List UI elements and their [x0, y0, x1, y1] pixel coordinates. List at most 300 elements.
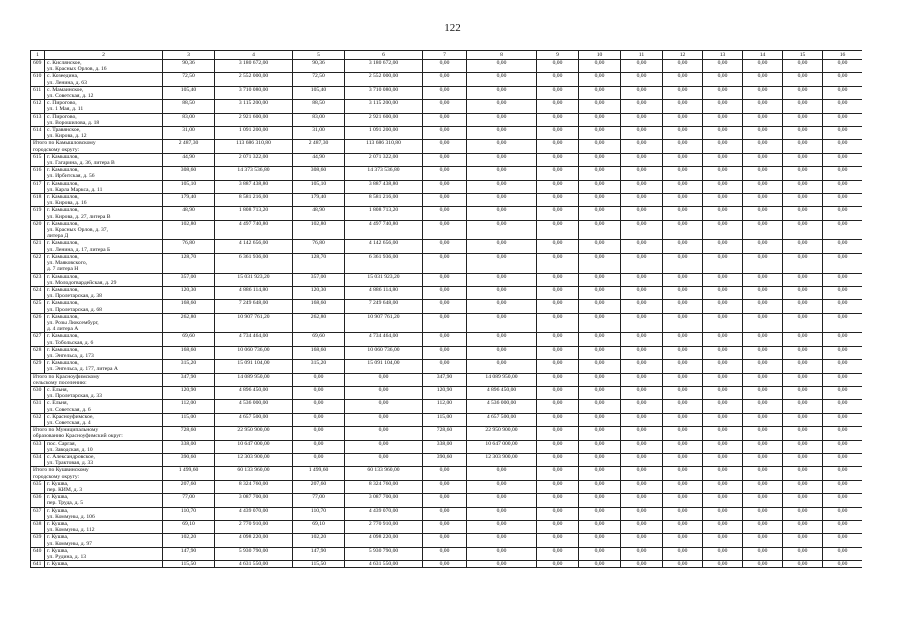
value-cell-col-15: 0,00: [783, 360, 823, 373]
value-cell-col-16: 0,00: [823, 100, 863, 113]
value-cell-col-10: 0,00: [579, 300, 621, 313]
value-cell-col-7: 390,60: [423, 453, 467, 466]
value-cell-col-14: 0,00: [743, 534, 783, 547]
value-cell-col-6: 3 887 438,80: [345, 180, 423, 193]
value-cell-col-3: 110,70: [163, 507, 215, 520]
value-cell-col-3: 179,40: [163, 194, 215, 207]
address-line: Итого по Кушвинскому: [33, 467, 89, 474]
address-line: пер. Труда, д. 5: [47, 500, 84, 507]
address-cell: [45, 240, 163, 253]
value-cell-col-5: 77,00: [293, 494, 345, 507]
value-cell-col-16: 0,00: [823, 140, 863, 153]
address-line: ул. Кирова, д. 16: [47, 200, 87, 207]
value-cell-col-3: 120,30: [163, 286, 215, 299]
value-cell-col-3: 120,90: [163, 386, 215, 399]
value-cell-col-16: 0,00: [823, 273, 863, 286]
value-cell-col-7: 0,00: [423, 60, 467, 73]
value-cell-col-9: 0,00: [537, 346, 579, 359]
value-cell-col-10: 0,00: [579, 140, 621, 153]
value-cell-col-12: 0,00: [663, 413, 703, 426]
subtotal-row: [31, 467, 863, 480]
address-line: ул. Розы Люксембург,: [47, 319, 99, 326]
value-cell-col-6: 4 734 464,00: [345, 333, 423, 346]
address-cell: [45, 167, 163, 180]
address-line: пос. Саргая,: [47, 440, 76, 447]
value-cell-col-15: 0,00: [783, 346, 823, 359]
value-cell-col-6: 5 930 790,00: [345, 547, 423, 560]
value-cell-col-3: 147,90: [163, 547, 215, 560]
value-cell-col-13: 0,00: [703, 534, 743, 547]
address-line: д. 4 литера А: [47, 326, 79, 333]
value-cell-col-5: 0,00: [293, 440, 345, 453]
value-cell-col-5: 0,00: [293, 386, 345, 399]
value-cell-col-9: 0,00: [537, 100, 579, 113]
value-cell-col-5: 110,70: [293, 507, 345, 520]
value-cell-col-9: 0,00: [537, 561, 579, 568]
value-cell-col-8: 10 647 000,00: [467, 440, 537, 453]
address-cell: [45, 386, 163, 399]
address-line: с. Ельня,: [47, 386, 69, 393]
value-cell-col-12: 0,00: [663, 440, 703, 453]
table-row: [31, 494, 863, 507]
value-cell-col-8: 0,00: [467, 140, 537, 153]
value-cell-col-10: 0,00: [579, 453, 621, 466]
value-cell-col-7: 112,00: [423, 400, 467, 413]
value-cell-col-5: 179,40: [293, 194, 345, 207]
value-cell-col-4: 4 536 000,00: [215, 400, 293, 413]
value-cell-col-3: 48,90: [163, 207, 215, 220]
row-number-cell: 638: [31, 521, 45, 534]
value-cell-col-10: 0,00: [579, 467, 621, 480]
value-cell-col-12: 0,00: [663, 346, 703, 359]
value-cell-col-10: 0,00: [579, 373, 621, 386]
value-cell-col-14: 0,00: [743, 386, 783, 399]
value-cell-col-3: 44,90: [163, 153, 215, 166]
row-number-cell: 640: [31, 547, 45, 560]
value-cell-col-10: 0,00: [579, 273, 621, 286]
address-line: ул. Ирбитская, д. 56: [47, 173, 95, 180]
value-cell-col-13: 0,00: [703, 86, 743, 99]
value-cell-col-15: 0,00: [783, 333, 823, 346]
value-cell-col-3: 315,20: [163, 360, 215, 373]
value-cell-col-5: 2 487,30: [293, 140, 345, 153]
value-cell-col-15: 0,00: [783, 300, 823, 313]
value-cell-col-12: 0,00: [663, 207, 703, 220]
row-number-cell: 624: [31, 286, 45, 299]
value-cell-col-11: 0,00: [621, 286, 663, 299]
value-cell-col-13: 0,00: [703, 453, 743, 466]
value-cell-col-6: 4 497 740,80: [345, 220, 423, 240]
value-cell-col-13: 0,00: [703, 140, 743, 153]
value-cell-col-6: 4 631 550,00: [345, 561, 423, 568]
value-cell-col-4: 2 552 000,00: [215, 73, 293, 86]
value-cell-col-14: 0,00: [743, 561, 783, 568]
value-cell-col-14: 0,00: [743, 480, 783, 493]
value-cell-col-8: 0,00: [467, 286, 537, 299]
table-row: [31, 240, 863, 253]
address-line: ул. Ленина, д. 17, литера Б: [47, 246, 111, 253]
address-cell: [45, 561, 163, 568]
value-cell-col-16: 0,00: [823, 194, 863, 207]
value-cell-col-7: 0,00: [423, 521, 467, 534]
value-cell-col-4: 4 098 220,00: [215, 534, 293, 547]
value-cell-col-3: 69,60: [163, 333, 215, 346]
value-cell-col-5: 44,90: [293, 153, 345, 166]
value-cell-col-15: 0,00: [783, 453, 823, 466]
value-cell-col-8: 0,00: [467, 253, 537, 273]
address-line: ул. Советская, д. 4: [47, 419, 91, 426]
column-number-12: 12: [663, 51, 703, 60]
value-cell-col-5: 0,00: [293, 413, 345, 426]
address-line: ул. Пролетарская, д. 33: [47, 393, 102, 400]
value-cell-col-9: 0,00: [537, 333, 579, 346]
address-line: г. Кушва,: [47, 547, 69, 554]
value-cell-col-3: 105,40: [163, 86, 215, 99]
address-line: г. Камышлов,: [47, 180, 79, 187]
value-cell-col-11: 0,00: [621, 561, 663, 568]
value-cell-col-4: 3 087 700,00: [215, 494, 293, 507]
value-cell-col-8: 0,00: [467, 313, 537, 333]
value-cell-col-12: 0,00: [663, 127, 703, 140]
value-cell-col-12: 0,00: [663, 313, 703, 333]
address-line: ул. Красных Орлов, д. 37,: [47, 227, 109, 234]
value-cell-col-13: 0,00: [703, 253, 743, 273]
value-cell-col-16: 0,00: [823, 400, 863, 413]
row-number-cell: 629: [31, 360, 45, 373]
value-cell-col-4: 4 631 550,00: [215, 561, 293, 568]
value-cell-col-6: 0,00: [345, 373, 423, 386]
address-line: г. Кушва,: [47, 507, 69, 514]
value-cell-col-14: 0,00: [743, 313, 783, 333]
value-cell-col-8: 0,00: [467, 360, 537, 373]
value-cell-col-5: 168,60: [293, 300, 345, 313]
value-cell-col-8: 0,00: [467, 100, 537, 113]
value-cell-col-14: 0,00: [743, 413, 783, 426]
row-number-cell: 619: [31, 207, 45, 220]
value-cell-col-16: 0,00: [823, 207, 863, 220]
table-row: [31, 300, 863, 313]
value-cell-col-11: 0,00: [621, 346, 663, 359]
value-cell-col-9: 0,00: [537, 220, 579, 240]
value-cell-col-6: 4 098 220,00: [345, 534, 423, 547]
value-cell-col-10: 0,00: [579, 73, 621, 86]
address-cell: [45, 547, 163, 560]
value-cell-col-11: 0,00: [621, 494, 663, 507]
address-cell: [31, 467, 163, 480]
address-cell: [45, 73, 163, 86]
value-cell-col-6: 113 686 310,80: [345, 140, 423, 153]
value-cell-col-3: 390,60: [163, 453, 215, 466]
value-cell-col-5: 357,00: [293, 273, 345, 286]
value-cell-col-8: 0,00: [467, 507, 537, 520]
value-cell-col-3: 72,50: [163, 73, 215, 86]
value-cell-col-3: 2 487,30: [163, 140, 215, 153]
value-cell-col-16: 0,00: [823, 253, 863, 273]
value-cell-col-3: 76,80: [163, 240, 215, 253]
value-cell-col-8: 4 536 000,00: [467, 400, 537, 413]
page-number: 122: [444, 22, 461, 34]
value-cell-col-8: 0,00: [467, 467, 537, 480]
value-cell-col-5: 120,30: [293, 286, 345, 299]
value-cell-col-13: 0,00: [703, 346, 743, 359]
register-table-container: [30, 50, 862, 636]
value-cell-col-4: 7 249 648,00: [215, 300, 293, 313]
address-cell: [31, 373, 163, 386]
value-cell-col-11: 0,00: [621, 413, 663, 426]
value-cell-col-6: 4 439 070,00: [345, 507, 423, 520]
value-cell-col-4: 3 710 080,00: [215, 86, 293, 99]
address-line: ул. Молодогвардейская, д. 29: [47, 279, 117, 286]
value-cell-col-5: 207,60: [293, 480, 345, 493]
table-row: [31, 180, 863, 193]
value-cell-col-15: 0,00: [783, 113, 823, 126]
column-number-14: 14: [743, 51, 783, 60]
value-cell-col-12: 0,00: [663, 273, 703, 286]
value-cell-col-16: 0,00: [823, 153, 863, 166]
value-cell-col-14: 0,00: [743, 300, 783, 313]
value-cell-col-15: 0,00: [783, 86, 823, 99]
value-cell-col-6: 3 710 080,00: [345, 86, 423, 99]
value-cell-col-3: 69,10: [163, 521, 215, 534]
value-cell-col-5: 147,90: [293, 547, 345, 560]
value-cell-col-9: 0,00: [537, 140, 579, 153]
address-line: г. Кушва,: [47, 480, 69, 487]
value-cell-col-4: 1 808 713,20: [215, 207, 293, 220]
value-cell-col-9: 0,00: [537, 180, 579, 193]
value-cell-col-7: 0,00: [423, 240, 467, 253]
value-cell-col-10: 0,00: [579, 86, 621, 99]
value-cell-col-15: 0,00: [783, 194, 823, 207]
value-cell-col-7: 0,00: [423, 140, 467, 153]
value-cell-col-4: 3 180 672,00: [215, 60, 293, 73]
value-cell-col-3: 347,90: [163, 373, 215, 386]
value-cell-col-3: 88,50: [163, 100, 215, 113]
table-row: [31, 534, 863, 547]
table-row: [31, 220, 863, 240]
subtotal-row: [31, 140, 863, 153]
address-cell: [45, 127, 163, 140]
value-cell-col-11: 0,00: [621, 521, 663, 534]
table-row: [31, 127, 863, 140]
row-number-cell: 632: [31, 413, 45, 426]
table-row: [31, 440, 863, 453]
table-row: [31, 153, 863, 166]
value-cell-col-5: 83,00: [293, 113, 345, 126]
value-cell-col-5: 0,00: [293, 453, 345, 466]
value-cell-col-14: 0,00: [743, 140, 783, 153]
value-cell-col-7: 0,00: [423, 300, 467, 313]
value-cell-col-12: 0,00: [663, 167, 703, 180]
value-cell-col-8: 14 089 950,00: [467, 373, 537, 386]
value-cell-col-13: 0,00: [703, 373, 743, 386]
value-cell-col-8: 0,00: [467, 153, 537, 166]
value-cell-col-15: 0,00: [783, 273, 823, 286]
value-cell-col-6: 2 770 910,00: [345, 521, 423, 534]
address-line: ул. Заводская, д. 10: [47, 446, 93, 453]
value-cell-col-11: 0,00: [621, 220, 663, 240]
address-line: г. Камышлов,: [47, 346, 79, 353]
value-cell-col-10: 0,00: [579, 100, 621, 113]
value-cell-col-4: 6 361 936,00: [215, 253, 293, 273]
value-cell-col-10: 0,00: [579, 286, 621, 299]
value-cell-col-3: 128,70: [163, 253, 215, 273]
value-cell-col-13: 0,00: [703, 207, 743, 220]
address-line: г. Камышлов,: [47, 207, 79, 214]
value-cell-col-3: 308,60: [163, 167, 215, 180]
row-number-cell: 612: [31, 100, 45, 113]
value-cell-col-9: 0,00: [537, 427, 579, 440]
value-cell-col-11: 0,00: [621, 427, 663, 440]
address-cell: [45, 207, 163, 220]
value-cell-col-7: 115,00: [423, 413, 467, 426]
value-cell-col-7: 0,00: [423, 153, 467, 166]
row-number-cell: 641: [31, 561, 45, 568]
address-line: ул. Советская, д. 6: [47, 406, 91, 413]
value-cell-col-11: 0,00: [621, 480, 663, 493]
value-cell-col-15: 0,00: [783, 413, 823, 426]
value-cell-col-3: 90,36: [163, 60, 215, 73]
value-cell-col-13: 0,00: [703, 240, 743, 253]
value-cell-col-10: 0,00: [579, 346, 621, 359]
row-number-cell: 611: [31, 86, 45, 99]
table-row: [31, 360, 863, 373]
value-cell-col-3: 83,00: [163, 113, 215, 126]
value-cell-col-15: 0,00: [783, 467, 823, 480]
value-cell-col-5: 105,10: [293, 180, 345, 193]
address-line: ул. Пролетарская, д. 68: [47, 306, 102, 313]
value-cell-col-11: 0,00: [621, 100, 663, 113]
value-cell-col-10: 0,00: [579, 194, 621, 207]
address-cell: [45, 333, 163, 346]
value-cell-col-15: 0,00: [783, 400, 823, 413]
value-cell-col-3: 115,50: [163, 561, 215, 568]
value-cell-col-11: 0,00: [621, 507, 663, 520]
address-line: г. Камышлов,: [47, 313, 79, 320]
value-cell-col-6: 0,00: [345, 453, 423, 466]
address-line: г. Камышлов,: [47, 286, 79, 293]
value-cell-col-12: 0,00: [663, 507, 703, 520]
address-line: г. Камышлов,: [47, 240, 79, 247]
address-line: ул. Советская, д. 12: [47, 93, 94, 100]
value-cell-col-14: 0,00: [743, 127, 783, 140]
value-cell-col-10: 0,00: [579, 440, 621, 453]
address-line: ул. Энгельса, д. 177, литера А: [47, 366, 118, 373]
value-cell-col-13: 0,00: [703, 360, 743, 373]
value-cell-col-9: 0,00: [537, 547, 579, 560]
address-line: с. Травянское,: [47, 127, 81, 134]
value-cell-col-6: 1 091 200,00: [345, 127, 423, 140]
value-cell-col-6: 0,00: [345, 440, 423, 453]
address-cell: [45, 480, 163, 493]
value-cell-col-12: 0,00: [663, 373, 703, 386]
value-cell-col-12: 0,00: [663, 453, 703, 466]
value-cell-col-5: 31,00: [293, 127, 345, 140]
value-cell-col-16: 0,00: [823, 240, 863, 253]
value-cell-col-16: 0,00: [823, 73, 863, 86]
value-cell-col-10: 0,00: [579, 386, 621, 399]
value-cell-col-3: 102,80: [163, 220, 215, 240]
value-cell-col-11: 0,00: [621, 333, 663, 346]
value-cell-col-3: 338,00: [163, 440, 215, 453]
address-line: с. Козеедина,: [47, 73, 79, 80]
value-cell-col-6: 7 249 648,00: [345, 300, 423, 313]
value-cell-col-3: 168,60: [163, 346, 215, 359]
value-cell-col-5: 76,80: [293, 240, 345, 253]
value-cell-col-11: 0,00: [621, 360, 663, 373]
address-cell: [45, 253, 163, 273]
value-cell-col-14: 0,00: [743, 507, 783, 520]
value-cell-col-6: 0,00: [345, 400, 423, 413]
address-line: ул. Ворошилова, д. 18: [47, 119, 100, 126]
value-cell-col-7: 0,00: [423, 507, 467, 520]
value-cell-col-9: 0,00: [537, 534, 579, 547]
value-cell-col-10: 0,00: [579, 180, 621, 193]
value-cell-col-12: 0,00: [663, 480, 703, 493]
register-table: [30, 50, 862, 568]
value-cell-col-15: 0,00: [783, 507, 823, 520]
value-cell-col-10: 0,00: [579, 547, 621, 560]
value-cell-col-7: 0,00: [423, 167, 467, 180]
value-cell-col-7: 338,00: [423, 440, 467, 453]
address-cell: [45, 494, 163, 507]
value-cell-col-16: 0,00: [823, 480, 863, 493]
address-cell: [45, 286, 163, 299]
value-cell-col-14: 0,00: [743, 153, 783, 166]
value-cell-col-10: 0,00: [579, 153, 621, 166]
value-cell-col-13: 0,00: [703, 427, 743, 440]
address-line: ул. Карла Маркса, д. 11: [47, 186, 103, 193]
value-cell-col-13: 0,00: [703, 220, 743, 240]
value-cell-col-8: 0,00: [467, 73, 537, 86]
value-cell-col-15: 0,00: [783, 73, 823, 86]
address-cell: [45, 453, 163, 466]
table-row: [31, 313, 863, 333]
value-cell-col-10: 0,00: [579, 360, 621, 373]
value-cell-col-10: 0,00: [579, 561, 621, 568]
value-cell-col-4: 4 439 070,00: [215, 507, 293, 520]
value-cell-col-9: 0,00: [537, 494, 579, 507]
value-cell-col-16: 0,00: [823, 220, 863, 240]
value-cell-col-3: 728,60: [163, 427, 215, 440]
address-cell: [45, 360, 163, 373]
value-cell-col-6: 4 886 114,80: [345, 286, 423, 299]
value-cell-col-8: 12 303 900,00: [467, 453, 537, 466]
value-cell-col-11: 0,00: [621, 313, 663, 333]
address-cell: [45, 113, 163, 126]
column-number-7: 7: [423, 51, 467, 60]
address-cell: [45, 180, 163, 193]
row-number-cell: 609: [31, 60, 45, 73]
column-number-6: 6: [345, 51, 423, 60]
value-cell-col-14: 0,00: [743, 400, 783, 413]
column-number-10: 10: [579, 51, 621, 60]
value-cell-col-7: 0,00: [423, 286, 467, 299]
value-cell-col-13: 0,00: [703, 273, 743, 286]
address-line: пер. КИМ, д. 3: [47, 487, 83, 493]
value-cell-col-9: 0,00: [537, 167, 579, 180]
value-cell-col-14: 0,00: [743, 207, 783, 220]
address-line: г. Камышлов,: [47, 253, 79, 260]
table-row: [31, 86, 863, 99]
value-cell-col-15: 0,00: [783, 313, 823, 333]
value-cell-col-9: 0,00: [537, 453, 579, 466]
value-cell-col-5: 90,36: [293, 60, 345, 73]
address-line: ул. Кирова, д. 27, литера В: [47, 213, 111, 220]
value-cell-col-15: 0,00: [783, 521, 823, 534]
value-cell-col-7: 0,00: [423, 194, 467, 207]
value-cell-col-8: 0,00: [467, 207, 537, 220]
table-row: [31, 100, 863, 113]
